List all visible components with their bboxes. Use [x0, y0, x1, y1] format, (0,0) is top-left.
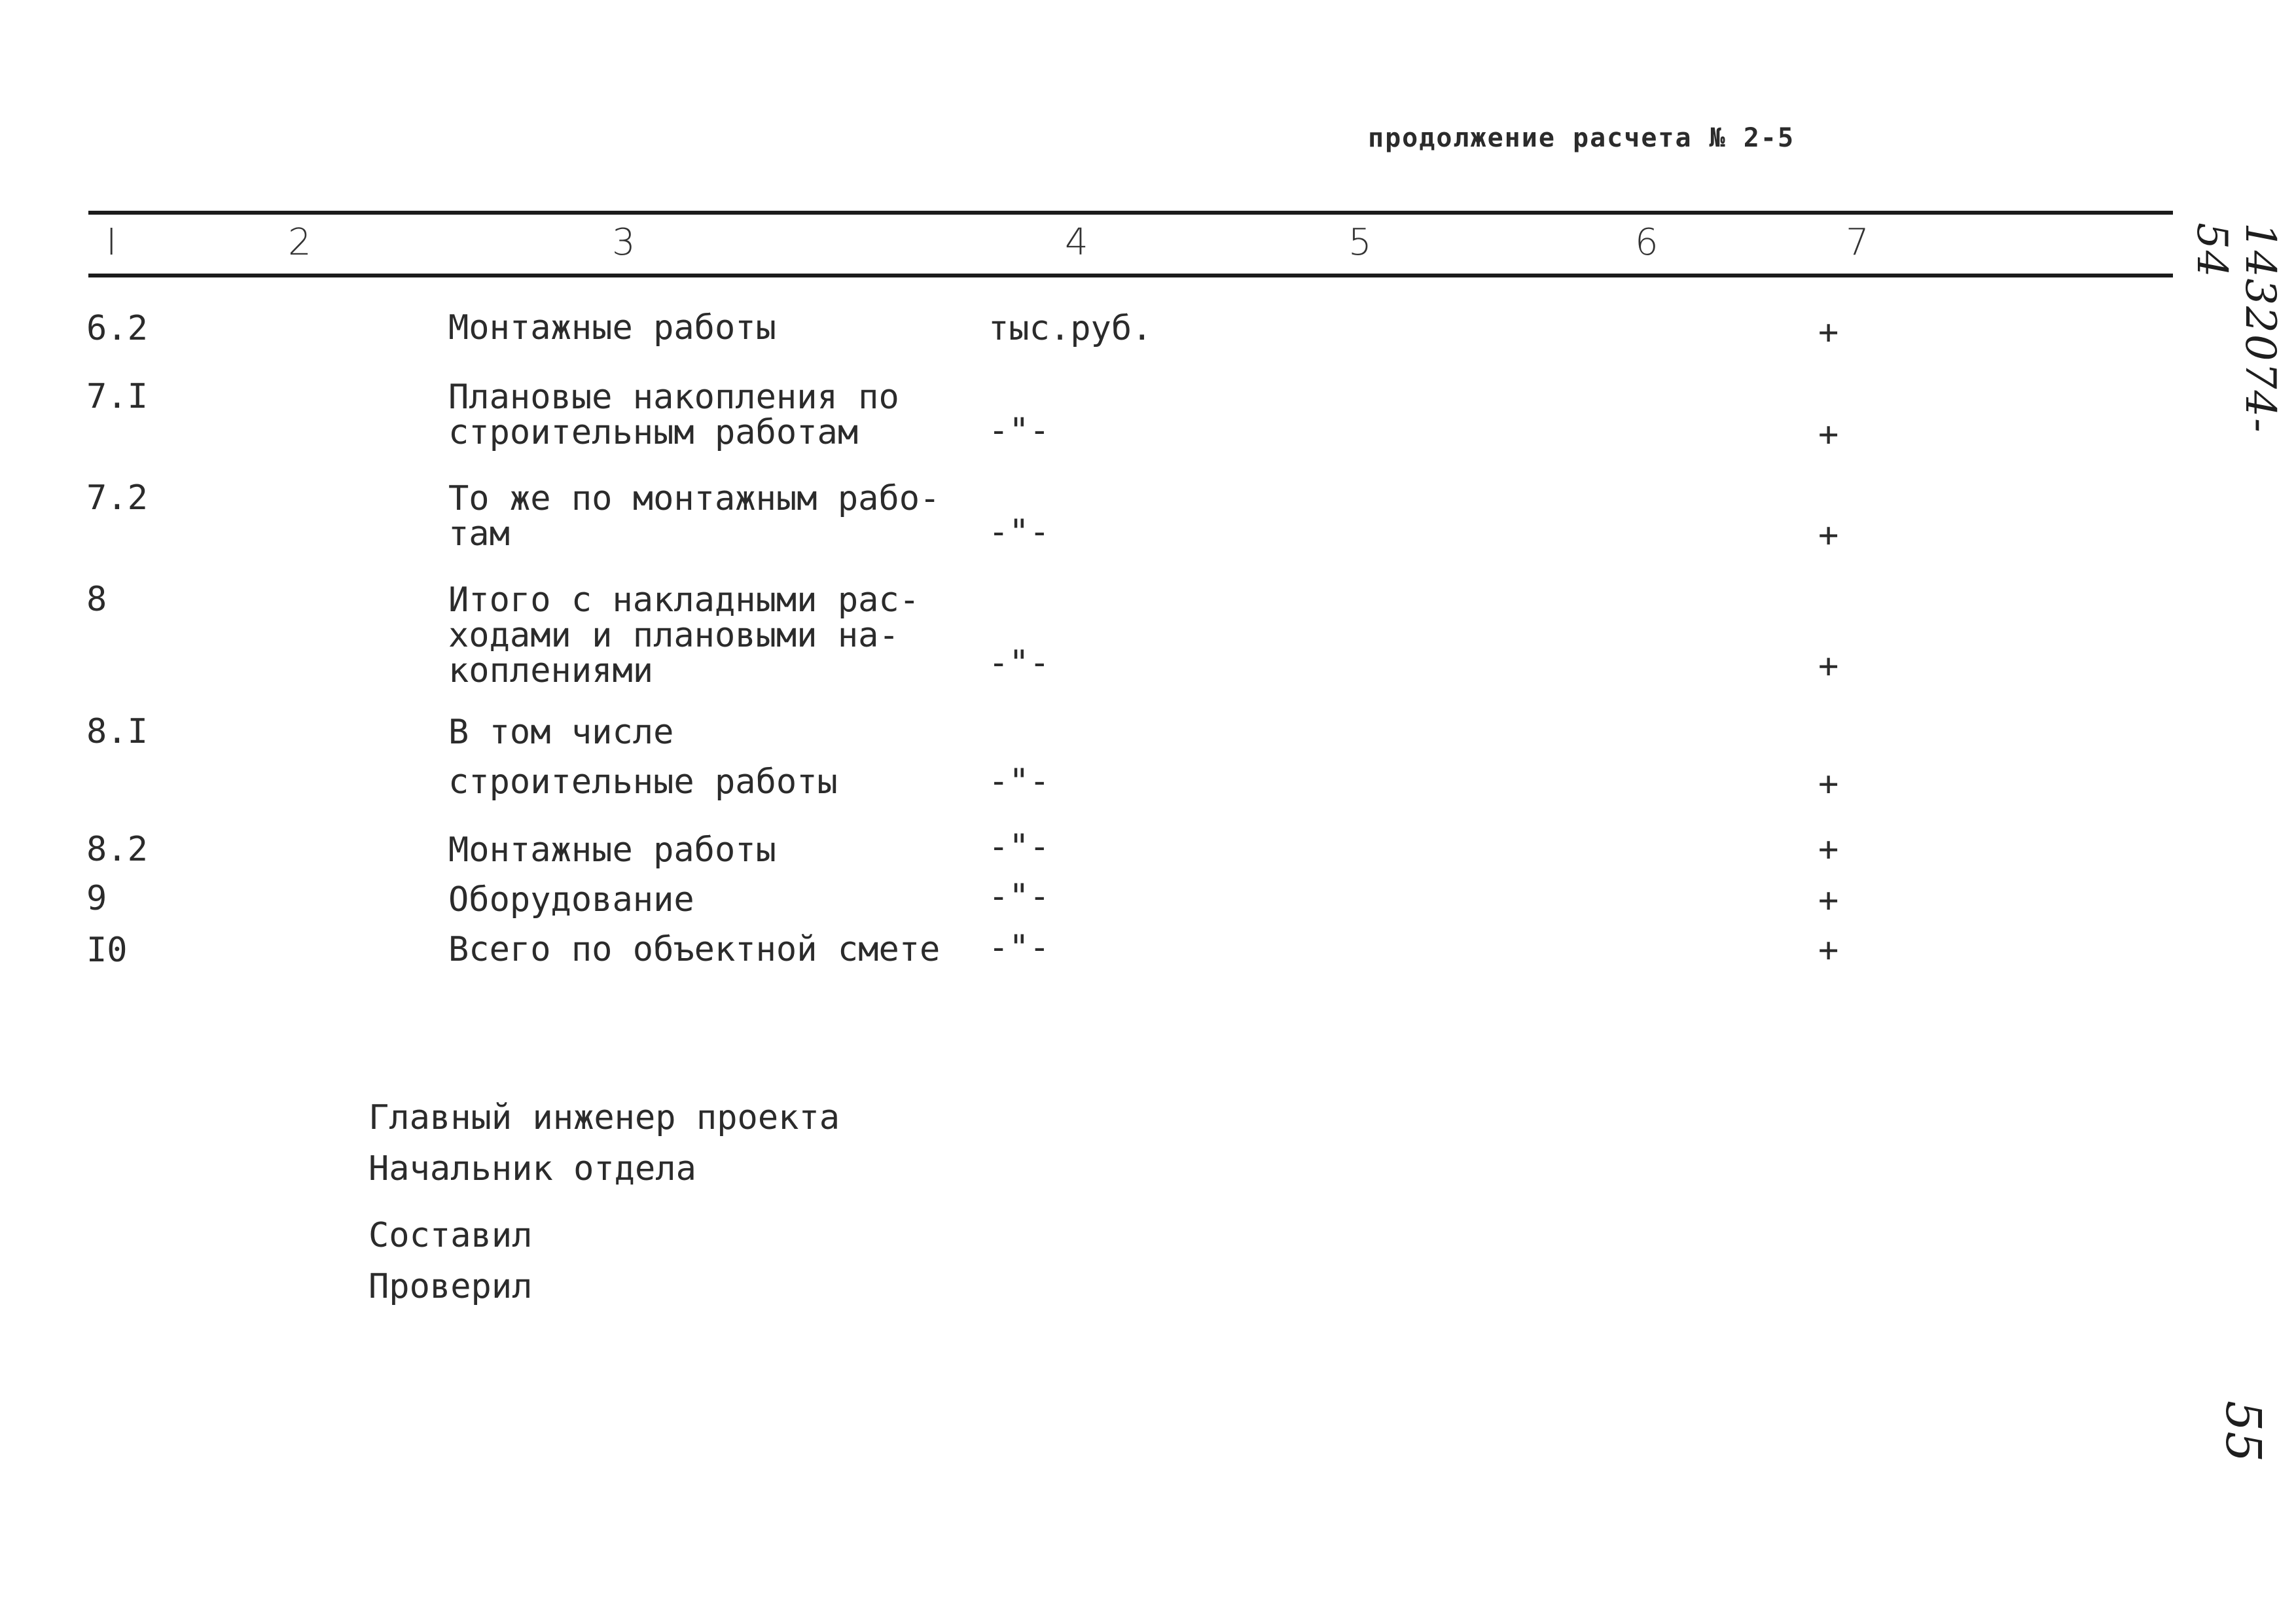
row-unit: тыс.руб. — [988, 309, 1153, 348]
row-unit: -"- — [988, 643, 1050, 683]
signature-department-head: Начальник отдела — [368, 1149, 696, 1188]
column-number-3: 3 — [612, 221, 636, 264]
row-unit: -"- — [988, 928, 1050, 967]
row-mark: + — [1818, 516, 1839, 555]
row-description: Всего по объектной смете — [448, 930, 941, 969]
row-number: 8.I — [86, 712, 148, 751]
row-unit: -"- — [988, 512, 1050, 552]
row-number: I0 — [86, 931, 128, 970]
row-number: 8.2 — [86, 830, 148, 869]
row-description: В том числе — [448, 713, 674, 752]
row-number: 9 — [86, 879, 107, 918]
table-header-rule — [88, 274, 2173, 277]
row-mark: + — [1818, 830, 1839, 869]
row-unit: -"- — [988, 877, 1050, 916]
row-mark: + — [1818, 881, 1839, 920]
row-mark: + — [1818, 647, 1839, 686]
row-mark: + — [1818, 415, 1839, 454]
page-number: 55 — [2215, 1400, 2271, 1463]
row-mark: + — [1818, 313, 1839, 352]
document-header: продолжение расчета № 2-5 — [1368, 123, 1795, 153]
table-top-rule — [88, 211, 2173, 215]
row-description: То же по монтажным рабо- там — [448, 479, 941, 554]
column-number-2: 2 — [288, 221, 312, 264]
column-number-7: 7 — [1846, 221, 1869, 264]
row-number: 7.I — [86, 377, 148, 416]
column-number-4: 4 — [1065, 221, 1088, 264]
row-description: Монтажные работы — [448, 830, 776, 870]
row-mark: + — [1818, 931, 1839, 970]
row-description: Монтажные работы — [448, 308, 776, 348]
row-description: Итого с накладными рас- ходами и плановыми на- коплениями — [448, 580, 920, 690]
signature-chief-engineer: Главный инженер проекта — [368, 1098, 840, 1137]
row-mark: + — [1818, 764, 1839, 804]
signature-compiled-by: Составил — [368, 1216, 533, 1255]
row-unit: -"- — [988, 762, 1050, 801]
signature-checked-by: Проверил — [368, 1267, 533, 1306]
row-unit: -"- — [988, 827, 1050, 866]
margin-document-code: 1432074-54 — [2187, 223, 2284, 434]
row-description: Оборудование — [448, 880, 694, 919]
column-number-6: 6 — [1635, 221, 1659, 264]
row-description: строительные работы — [448, 762, 838, 802]
row-description: Плановые накопления по строительным работам — [448, 378, 899, 452]
column-number-5: 5 — [1348, 221, 1372, 264]
row-number: 8 — [86, 580, 107, 619]
row-number: 6.2 — [86, 309, 148, 348]
row-unit: -"- — [988, 411, 1050, 450]
row-number: 7.2 — [86, 478, 148, 518]
column-number-1: I — [106, 221, 117, 264]
